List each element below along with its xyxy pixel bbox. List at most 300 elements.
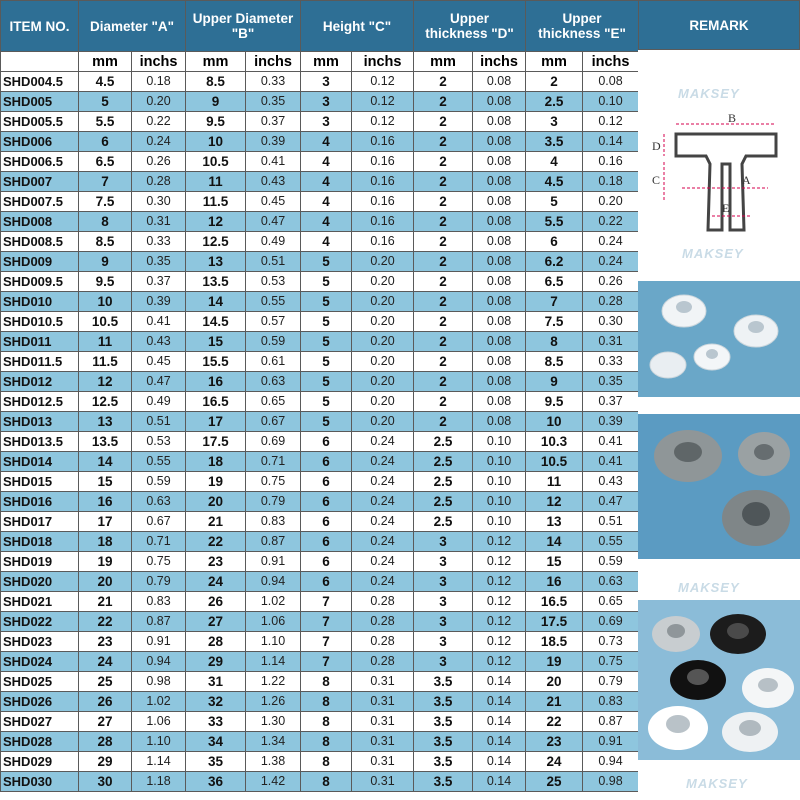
cell-e-mm: 5.5 [526,212,583,232]
cell-c-inch: 0.16 [352,172,414,192]
cell-a-mm: 7.5 [79,192,132,212]
cell-c-mm: 3 [301,92,352,112]
table-row [1,572,639,592]
cell-a-mm: 23 [79,632,132,652]
cell-a-mm: 8.5 [79,232,132,252]
item-no-cell: SHD023 [1,632,79,652]
header-item-no: ITEM NO. [1,1,79,52]
cell-a-inch: 0.35 [132,252,186,272]
item-no-cell: SHD017 [1,512,79,532]
cell-d-inch: 0.12 [473,612,526,632]
cell-e-inch: 0.14 [583,132,639,152]
cell-b-mm: 34 [186,732,246,752]
table-row [1,132,639,152]
cell-e-inch: 0.12 [583,112,639,132]
cell-b-inch: 0.79 [246,492,301,512]
cell-b-mm: 19 [186,472,246,492]
cell-c-mm: 5 [301,392,352,412]
cell-b-mm: 13.5 [186,272,246,292]
cell-a-inch: 0.28 [132,172,186,192]
unit-inchs: inchs [473,52,526,72]
cell-c-inch: 0.20 [352,352,414,372]
cell-d-mm: 2 [414,172,473,192]
cell-a-mm: 29 [79,752,132,772]
cell-d-inch: 0.14 [473,672,526,692]
cell-a-inch: 0.83 [132,592,186,612]
cell-a-mm: 25 [79,672,132,692]
cell-b-inch: 1.02 [246,592,301,612]
remark-column [638,0,800,800]
cell-a-inch: 0.33 [132,232,186,252]
cell-d-inch: 0.12 [473,632,526,652]
cell-a-mm: 6 [79,132,132,152]
cell-a-mm: 21 [79,592,132,612]
cell-c-mm: 4 [301,192,352,212]
table-row [1,232,639,252]
cell-b-mm: 31 [186,672,246,692]
unit-inchs: inchs [132,52,186,72]
cell-a-inch: 0.37 [132,272,186,292]
header-remark: REMARK [638,0,800,50]
cell-c-inch: 0.31 [352,712,414,732]
item-no-cell: SHD030 [1,772,79,792]
item-no-cell: SHD005.5 [1,112,79,132]
watermark: MAKSEY [686,776,748,791]
cell-c-mm: 4 [301,232,352,252]
cell-c-mm: 5 [301,272,352,292]
cell-b-inch: 0.43 [246,172,301,192]
cell-a-inch: 0.24 [132,132,186,152]
cell-e-mm: 9.5 [526,392,583,412]
cell-e-inch: 0.37 [583,392,639,412]
cell-b-mm: 16.5 [186,392,246,412]
cell-d-inch: 0.10 [473,452,526,472]
cell-d-mm: 2 [414,292,473,312]
cell-d-inch: 0.10 [473,512,526,532]
cell-c-inch: 0.31 [352,672,414,692]
header-diameter-a: Diameter "A" [79,1,186,52]
cell-d-inch: 0.08 [473,132,526,152]
cell-a-mm: 19 [79,552,132,572]
item-no-cell: SHD028 [1,732,79,752]
cell-c-inch: 0.24 [352,452,414,472]
cell-d-mm: 3 [414,592,473,612]
cell-c-inch: 0.16 [352,152,414,172]
cell-e-mm: 4 [526,152,583,172]
cell-c-mm: 6 [301,532,352,552]
cell-c-mm: 6 [301,452,352,472]
cell-c-inch: 0.28 [352,632,414,652]
cell-b-inch: 1.10 [246,632,301,652]
cell-d-inch: 0.08 [473,412,526,432]
cell-d-inch: 0.08 [473,172,526,192]
table-row [1,692,639,712]
cell-d-mm: 2 [414,192,473,212]
cell-b-mm: 18 [186,452,246,472]
cell-b-mm: 28 [186,632,246,652]
cell-d-mm: 2 [414,152,473,172]
cell-d-mm: 2 [414,132,473,152]
item-no-cell: SHD008 [1,212,79,232]
cell-c-mm: 6 [301,572,352,592]
cell-d-mm: 2 [414,332,473,352]
cell-a-inch: 0.63 [132,492,186,512]
cell-d-inch: 0.08 [473,272,526,292]
cell-e-mm: 19 [526,652,583,672]
cell-d-inch: 0.12 [473,592,526,612]
cell-c-inch: 0.24 [352,512,414,532]
table-row [1,772,639,792]
cell-e-mm: 17.5 [526,612,583,632]
cell-c-inch: 0.16 [352,132,414,152]
table-row [1,552,639,572]
cell-e-inch: 0.41 [583,452,639,472]
unit-blank [1,52,79,72]
cell-c-mm: 6 [301,492,352,512]
cell-a-mm: 12 [79,372,132,392]
item-no-cell: SHD010 [1,292,79,312]
cell-b-mm: 22 [186,532,246,552]
cell-d-mm: 2 [414,352,473,372]
item-no-cell: SHD014 [1,452,79,472]
cell-e-inch: 0.22 [583,212,639,232]
cell-d-mm: 3.5 [414,752,473,772]
cell-c-inch: 0.16 [352,212,414,232]
table-row [1,592,639,612]
cell-b-inch: 0.35 [246,92,301,112]
cell-a-inch: 0.75 [132,552,186,572]
cell-b-mm: 10 [186,132,246,152]
cell-b-mm: 23 [186,552,246,572]
cell-c-inch: 0.24 [352,552,414,572]
cell-e-mm: 8.5 [526,352,583,372]
cell-e-mm: 20 [526,672,583,692]
cell-e-mm: 3.5 [526,132,583,152]
cell-d-mm: 2 [414,72,473,92]
cell-b-mm: 14.5 [186,312,246,332]
cell-e-mm: 25 [526,772,583,792]
cell-a-inch: 0.45 [132,352,186,372]
cell-a-inch: 1.14 [132,752,186,772]
item-no-cell: SHD025 [1,672,79,692]
cell-e-mm: 7 [526,292,583,312]
table-row [1,712,639,732]
cell-a-mm: 16 [79,492,132,512]
cell-a-inch: 0.31 [132,212,186,232]
cell-b-inch: 0.94 [246,572,301,592]
cell-e-mm: 10 [526,412,583,432]
cell-b-inch: 1.34 [246,732,301,752]
cell-a-inch: 0.67 [132,512,186,532]
cell-a-mm: 9 [79,252,132,272]
cell-b-inch: 0.57 [246,312,301,332]
cell-b-inch: 0.71 [246,452,301,472]
cell-d-mm: 3 [414,532,473,552]
label-c: C [652,173,661,187]
table-row [1,252,639,272]
cell-c-mm: 5 [301,352,352,372]
label-b: B [728,112,737,125]
cell-a-inch: 0.51 [132,412,186,432]
item-no-cell: SHD012 [1,372,79,392]
cell-a-inch: 1.18 [132,772,186,792]
cell-e-mm: 4.5 [526,172,583,192]
label-e: E [722,201,730,215]
unit-mm: mm [301,52,352,72]
cell-b-inch: 0.41 [246,152,301,172]
cell-a-inch: 0.91 [132,632,186,652]
cell-e-mm: 12 [526,492,583,512]
cell-c-mm: 6 [301,552,352,572]
cell-d-mm: 3.5 [414,712,473,732]
cell-a-mm: 11 [79,332,132,352]
cell-d-inch: 0.14 [473,692,526,712]
cell-b-mm: 12 [186,212,246,232]
item-no-cell: SHD026 [1,692,79,712]
cell-b-inch: 0.33 [246,72,301,92]
cell-c-mm: 8 [301,712,352,732]
cell-d-mm: 2 [414,252,473,272]
cell-b-mm: 13 [186,252,246,272]
cell-e-inch: 0.69 [583,612,639,632]
cell-d-mm: 2.5 [414,452,473,472]
cell-e-inch: 0.08 [583,72,639,92]
cell-b-mm: 11 [186,172,246,192]
cell-a-inch: 0.98 [132,672,186,692]
cell-b-mm: 27 [186,612,246,632]
cell-b-inch: 0.49 [246,232,301,252]
unit-mm: mm [414,52,473,72]
cell-a-inch: 0.26 [132,152,186,172]
header-upper-thickness-e-line1: Upper [562,11,602,26]
cell-b-inch: 1.14 [246,652,301,672]
cell-c-inch: 0.24 [352,432,414,452]
cell-c-inch: 0.20 [352,292,414,312]
cell-c-mm: 5 [301,372,352,392]
cell-a-inch: 0.87 [132,612,186,632]
cell-d-mm: 2.5 [414,432,473,452]
cell-d-inch: 0.08 [473,392,526,412]
cell-e-mm: 5 [526,192,583,212]
cell-a-mm: 10 [79,292,132,312]
cell-a-mm: 14 [79,452,132,472]
cell-c-mm: 5 [301,412,352,432]
cell-d-mm: 3 [414,652,473,672]
cell-c-inch: 0.24 [352,572,414,592]
cell-e-inch: 0.28 [583,292,639,312]
table-row [1,452,639,472]
cell-e-inch: 0.87 [583,712,639,732]
cell-d-mm: 2 [414,272,473,292]
cell-a-mm: 27 [79,712,132,732]
cell-c-inch: 0.12 [352,92,414,112]
unit-inchs: inchs [246,52,301,72]
cell-c-inch: 0.31 [352,752,414,772]
cell-e-mm: 7.5 [526,312,583,332]
label-d: D [652,139,661,153]
cell-e-inch: 0.75 [583,652,639,672]
cell-d-inch: 0.12 [473,652,526,672]
unit-inchs: inchs [583,52,639,72]
cell-a-mm: 24 [79,652,132,672]
cell-e-inch: 0.98 [583,772,639,792]
cell-b-inch: 0.65 [246,392,301,412]
cell-d-inch: 0.08 [473,372,526,392]
item-no-cell: SHD018 [1,532,79,552]
cell-c-mm: 8 [301,672,352,692]
item-no-cell: SHD029 [1,752,79,772]
header-upper-thickness-e-line2: thickness "E" [538,26,626,41]
grommet-outline [676,134,776,230]
cell-e-inch: 0.91 [583,732,639,752]
unit-mm: mm [186,52,246,72]
table-row [1,372,639,392]
item-no-cell: SHD019 [1,552,79,572]
item-no-cell: SHD011 [1,332,79,352]
cell-e-mm: 18.5 [526,632,583,652]
item-no-cell: SHD005 [1,92,79,112]
cell-a-mm: 7 [79,172,132,192]
cell-e-mm: 2 [526,72,583,92]
cell-b-mm: 15 [186,332,246,352]
item-no-cell: SHD020 [1,572,79,592]
cell-e-inch: 0.41 [583,432,639,452]
gray-grommets-photo [638,414,800,559]
unit-mm: mm [526,52,583,72]
cell-e-inch: 0.31 [583,332,639,352]
cell-c-mm: 8 [301,752,352,772]
cell-b-inch: 0.61 [246,352,301,372]
cell-d-mm: 3.5 [414,672,473,692]
cell-d-mm: 3 [414,572,473,592]
cell-c-inch: 0.31 [352,732,414,752]
cell-c-inch: 0.20 [352,272,414,292]
cell-d-inch: 0.12 [473,532,526,552]
table-row [1,312,639,332]
header-upper-diameter-b-line1: Upper Diameter [192,11,294,26]
cell-c-inch: 0.24 [352,532,414,552]
spec-rows [1,72,639,792]
cell-b-inch: 0.69 [246,432,301,452]
cell-e-inch: 0.43 [583,472,639,492]
cell-e-inch: 0.24 [583,252,639,272]
cell-e-mm: 13 [526,512,583,532]
cell-d-mm: 2.5 [414,492,473,512]
cell-d-inch: 0.08 [473,312,526,332]
item-no-cell: SHD016 [1,492,79,512]
cell-c-mm: 4 [301,172,352,192]
cell-d-inch: 0.08 [473,252,526,272]
cell-e-inch: 0.26 [583,272,639,292]
item-no-cell: SHD015 [1,472,79,492]
cell-c-inch: 0.31 [352,772,414,792]
cell-e-inch: 0.33 [583,352,639,372]
cell-b-mm: 9 [186,92,246,112]
table-row [1,612,639,632]
mixed-grommets-photo [638,600,800,760]
cell-b-inch: 1.22 [246,672,301,692]
item-no-cell: SHD021 [1,592,79,612]
cell-d-inch: 0.08 [473,352,526,372]
cell-b-mm: 12.5 [186,232,246,252]
cell-c-mm: 6 [301,432,352,452]
cell-e-inch: 0.30 [583,312,639,332]
cell-b-mm: 8.5 [186,72,246,92]
header-upper-thickness-d [414,1,526,52]
cell-a-inch: 1.06 [132,712,186,732]
cell-d-mm: 2 [414,412,473,432]
table-row [1,732,639,752]
table-row [1,392,639,412]
cell-a-inch: 0.47 [132,372,186,392]
cell-c-inch: 0.20 [352,252,414,272]
cell-c-mm: 4 [301,132,352,152]
cell-d-mm: 2.5 [414,472,473,492]
cell-c-mm: 5 [301,292,352,312]
cell-c-mm: 5 [301,252,352,272]
item-no-cell: SHD010.5 [1,312,79,332]
cell-d-inch: 0.08 [473,152,526,172]
cell-c-mm: 8 [301,772,352,792]
cell-b-inch: 0.51 [246,252,301,272]
cell-b-inch: 0.37 [246,112,301,132]
header-upper-diameter-b [186,1,301,52]
cell-e-mm: 11 [526,472,583,492]
table-row [1,352,639,372]
cell-c-inch: 0.16 [352,192,414,212]
table-row [1,412,639,432]
cell-d-inch: 0.08 [473,332,526,352]
cell-e-mm: 23 [526,732,583,752]
header-upper-thickness-d-line1: Upper [450,11,490,26]
item-no-cell: SHD007.5 [1,192,79,212]
cell-b-mm: 9.5 [186,112,246,132]
cell-e-mm: 16 [526,572,583,592]
cell-c-mm: 7 [301,632,352,652]
cell-a-mm: 6.5 [79,152,132,172]
cell-d-mm: 3.5 [414,772,473,792]
cell-e-mm: 21 [526,692,583,712]
cell-a-inch: 0.55 [132,452,186,472]
cell-a-mm: 28 [79,732,132,752]
unit-row [1,52,639,72]
table-row [1,512,639,532]
cell-c-inch: 0.20 [352,392,414,412]
cell-b-inch: 0.83 [246,512,301,532]
cell-d-mm: 2 [414,212,473,232]
cell-d-inch: 0.08 [473,72,526,92]
cell-d-inch: 0.14 [473,732,526,752]
cell-a-mm: 18 [79,532,132,552]
cell-b-inch: 0.59 [246,332,301,352]
cell-a-inch: 0.30 [132,192,186,212]
cell-c-mm: 7 [301,652,352,672]
cell-e-mm: 6.2 [526,252,583,272]
item-no-cell: SHD008.5 [1,232,79,252]
cell-e-inch: 0.47 [583,492,639,512]
item-no-cell: SHD007 [1,172,79,192]
watermark: MAKSEY [678,580,740,595]
cell-c-mm: 7 [301,592,352,612]
cell-a-mm: 9.5 [79,272,132,292]
cell-e-mm: 8 [526,332,583,352]
cell-a-inch: 0.43 [132,332,186,352]
cell-c-inch: 0.24 [352,492,414,512]
cell-e-inch: 0.24 [583,232,639,252]
cell-e-mm: 22 [526,712,583,732]
cell-d-mm: 2.5 [414,512,473,532]
cell-a-inch: 0.53 [132,432,186,452]
